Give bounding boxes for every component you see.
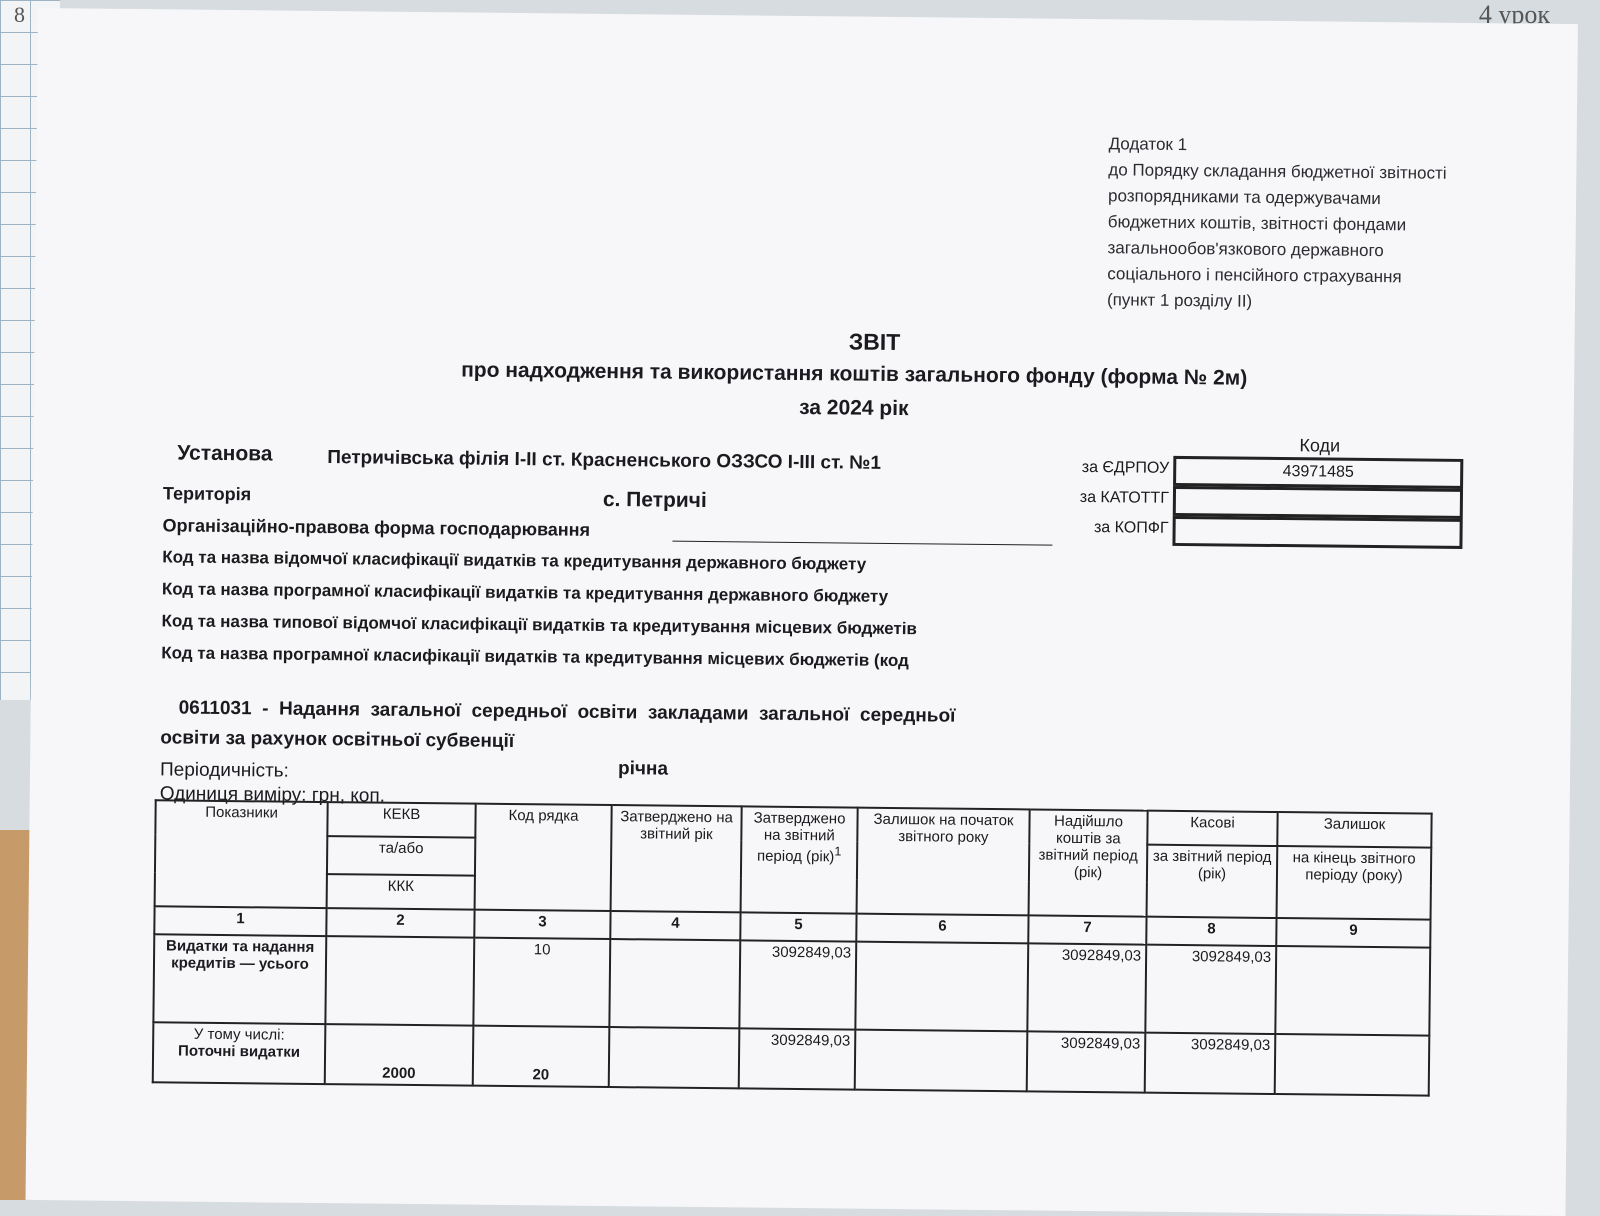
row-balance-start	[855, 1030, 1028, 1092]
header-indicators: Показники	[155, 800, 328, 908]
annex-line: соціального і пенсійного страхування	[1107, 264, 1402, 287]
header-received: Надійшло коштів за звітний період (рік)	[1029, 809, 1148, 916]
row-cash: 3092849,03	[1145, 1033, 1276, 1094]
program-line: освіти за рахунок освітньої субвенції	[160, 727, 515, 753]
periodicity-value: річна	[617, 758, 669, 780]
row-approved-period: 3092849,03	[739, 940, 856, 1029]
row-kekv: 2000	[325, 1024, 474, 1086]
codes-header: Коди	[1299, 435, 1341, 456]
classification-line: Код та назва відомчої класифікації видатків та кредитування державного бюджету	[162, 547, 867, 574]
row-indicator-label: Поточні видатки	[177, 1042, 301, 1061]
col-number: 7	[1028, 915, 1146, 944]
org-form-underline	[672, 541, 1052, 546]
unit-label: Одиниця виміру: грн, коп.	[159, 783, 386, 807]
row-code: 10	[473, 938, 610, 1027]
row-indicator-note: У тому числі:	[193, 1025, 285, 1044]
header-row-code: Код рядка	[475, 804, 612, 911]
edrpou-box: 43971485	[1173, 456, 1463, 489]
header-cash: Касові	[1147, 811, 1277, 846]
row-balance-end	[1275, 946, 1430, 1036]
col-number: 4	[610, 911, 740, 940]
table-row	[153, 934, 1430, 1035]
annex-line: розпорядниками та одержувачами	[1107, 186, 1381, 209]
territory-value: с. Петричі	[602, 487, 707, 513]
classification-line: Код та назва типової відомчої класифікації видатків та кредитування місцевих бюджетів	[161, 611, 918, 639]
document-page	[26, 8, 1578, 1216]
header-balance-end: на кінець звітного періоду (року)	[1277, 846, 1432, 920]
row-cash: 3092849,03	[1145, 945, 1276, 1034]
lesson-handwritten-label: 4 урок	[1478, 0, 1550, 29]
annex-line: бюджетних коштів, звітності фондами	[1107, 212, 1407, 235]
header-cash-period: за звітний період (рік)	[1147, 845, 1278, 918]
row-received: 3092849,03	[1027, 943, 1146, 1032]
report-period: за 2024 рік	[799, 395, 909, 421]
row-kekv	[325, 936, 474, 1026]
header-kkk: ККК	[327, 874, 475, 910]
col-number: 1	[154, 906, 326, 936]
kopfg-box	[1172, 516, 1462, 549]
col-number: 6	[856, 914, 1028, 944]
annex-line: до Порядку складання бюджетної звітності	[1108, 160, 1447, 183]
header-balance-start: Залишок на початок звітного року	[857, 808, 1030, 916]
table-row	[153, 1022, 1430, 1095]
classification-line: Код та назва програмної класифікації видатків та кредитування державного бюджету	[161, 579, 889, 606]
row-received: 3092849,03	[1027, 1031, 1146, 1092]
katottg-label: за КАТОТТГ	[1079, 488, 1170, 507]
annex-line: (пункт 1 розділу ІІ)	[1106, 290, 1253, 311]
header-approved-year: Затверджено на звітний рік	[611, 805, 742, 912]
header-approved-period: Затверджено на звітний період (рік)$^1$	[741, 806, 858, 913]
col-number: 2	[326, 908, 474, 938]
territory-label: Територія	[162, 483, 252, 505]
header-kekv: КЕКВ	[327, 802, 475, 838]
row-approved-period: 3092849,03	[739, 1028, 856, 1089]
col-number: 3	[474, 910, 610, 939]
institution-label: Установа	[177, 441, 273, 466]
report-table	[152, 799, 1433, 1096]
report-subtitle: про надходження та використання коштів загального фонду (форма № 2м)	[461, 358, 1248, 390]
annex-block	[1107, 131, 1447, 317]
program-line: 0611031 - Надання загальної середньої освіти закладами загальної середньої	[178, 697, 956, 727]
col-number: 9	[1276, 918, 1430, 948]
institution-value: Петричівська філія І-ІІ ст. Красненського ОЗЗСО І-ІІІ ст. №1	[327, 447, 882, 474]
annex-line: Додаток 1	[1108, 134, 1188, 155]
row-balance-end	[1275, 1034, 1430, 1096]
org-form-label: Організаційно-правова форма господарювання	[162, 515, 591, 540]
row-approved-year	[609, 1027, 740, 1088]
katottg-box	[1173, 486, 1463, 519]
corner-page-number: 8	[14, 2, 25, 27]
row-balance-start	[855, 942, 1028, 1032]
kopfg-label: за КОПФГ	[1093, 519, 1169, 537]
periodicity-label: Періодичність:	[159, 759, 289, 782]
col-number: 5	[740, 912, 856, 941]
row-code: 20	[473, 1026, 610, 1087]
header-kekv-or: та/або	[327, 836, 475, 876]
col-number: 8	[1146, 917, 1276, 946]
report-title: ЗВІТ	[848, 328, 901, 356]
annex-line: загальнообов'язкового державного	[1107, 238, 1384, 261]
header-balance: Залишок	[1277, 812, 1431, 848]
row-indicator	[153, 1022, 326, 1084]
edrpou-label: за ЄДРПОУ	[1081, 458, 1170, 477]
classification-line: Код та назва програмної класифікації видатків та кредитування місцевих бюджетів (код	[161, 643, 910, 671]
row-approved-year	[609, 939, 740, 1028]
row-indicator: Видатки та надання кредитів — усього	[153, 934, 326, 1024]
